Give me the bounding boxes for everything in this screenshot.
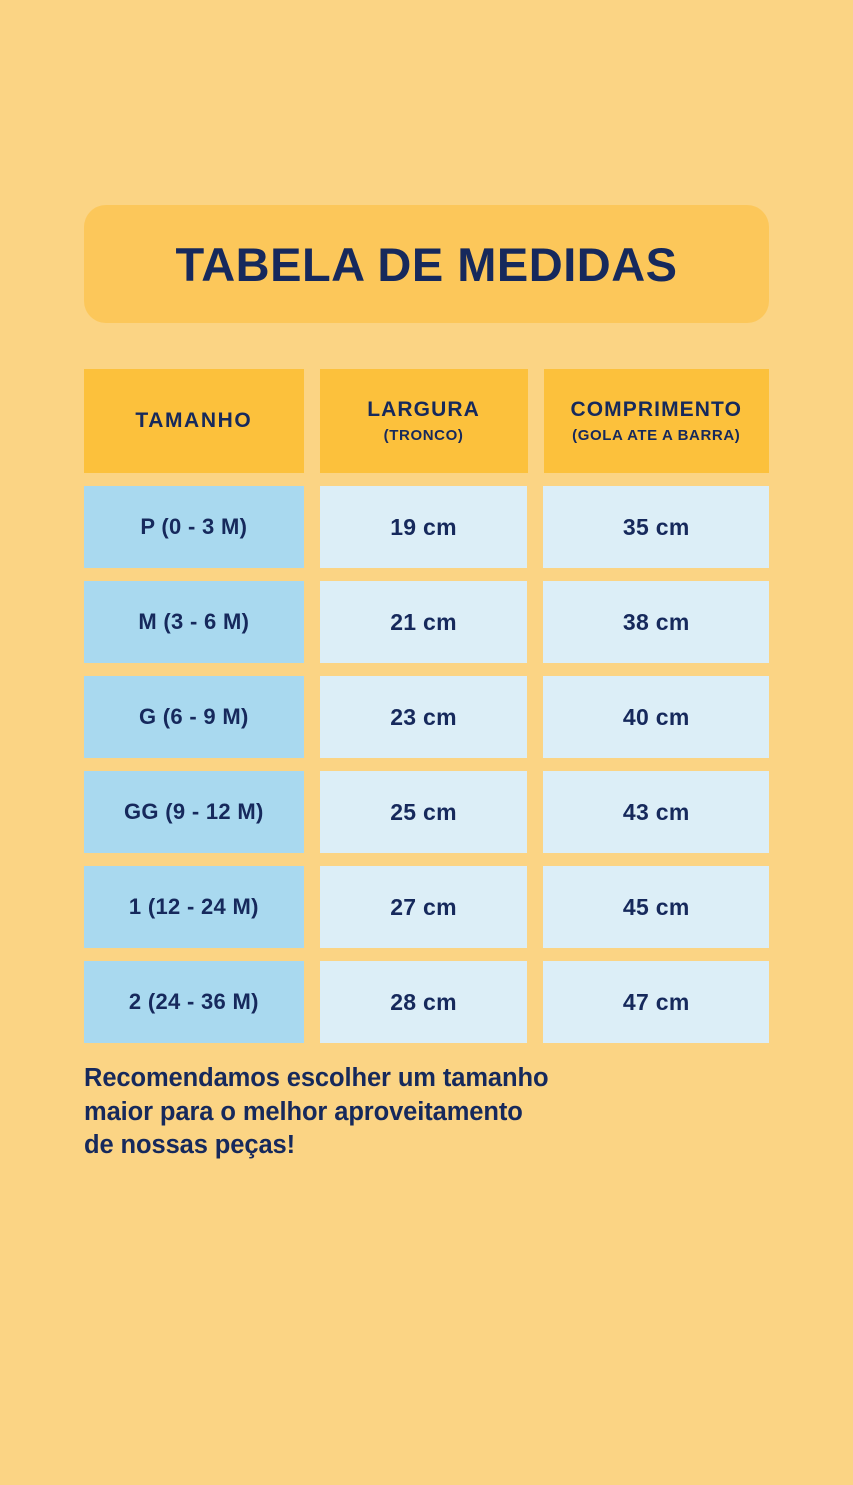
header-cell-length <box>544 369 770 473</box>
page-title: TABELA DE MEDIDAS <box>175 237 678 291</box>
cell-size: M (3 - 6 M) <box>84 581 304 663</box>
note-line-3: de nossas peças! <box>84 1131 296 1160</box>
header-size-label: TAMANHO <box>135 408 253 432</box>
header-width-label: LARGURA <box>367 398 480 422</box>
title-banner <box>84 205 769 323</box>
cell-length: 47 cm <box>543 961 769 1043</box>
size-chart-page <box>0 205 853 1485</box>
cell-size: G (6 - 9 M) <box>84 676 304 758</box>
cell-length: 40 cm <box>543 676 769 758</box>
measurements-table <box>84 369 769 1043</box>
header-length-label: COMPRIMENTO <box>570 398 743 422</box>
cell-width: 21 cm <box>320 581 528 663</box>
table-header-row <box>84 369 769 473</box>
recommendation-note <box>84 1062 769 1163</box>
cell-length: 35 cm <box>543 486 769 568</box>
cell-width: 28 cm <box>320 961 528 1043</box>
note-line-2: maior para o melhor aproveitamento <box>84 1097 523 1126</box>
cell-size: P (0 - 3 M) <box>84 486 304 568</box>
cell-width: 23 cm <box>320 676 528 758</box>
table-row <box>84 581 769 663</box>
cell-length: 43 cm <box>543 771 769 853</box>
note-line-1: Recomendamos escolher um tamanho <box>84 1064 549 1092</box>
table-row <box>84 866 769 948</box>
header-width-sublabel: (TRONCO) <box>383 426 464 444</box>
cell-width: 19 cm <box>320 486 528 568</box>
header-cell-size <box>84 369 304 473</box>
table-row <box>84 771 769 853</box>
cell-length: 38 cm <box>543 581 769 663</box>
table-row <box>84 961 769 1043</box>
cell-size: 2 (24 - 36 M) <box>84 961 304 1043</box>
cell-length: 45 cm <box>543 866 769 948</box>
cell-width: 27 cm <box>320 866 528 948</box>
header-cell-width <box>320 369 528 473</box>
cell-width: 25 cm <box>320 771 528 853</box>
header-length-sublabel: (GOLA ATE A BARRA) <box>572 426 741 444</box>
cell-size: GG (9 - 12 M) <box>84 771 304 853</box>
cell-size: 1 (12 - 24 M) <box>84 866 304 948</box>
table-row <box>84 676 769 758</box>
table-row <box>84 486 769 568</box>
